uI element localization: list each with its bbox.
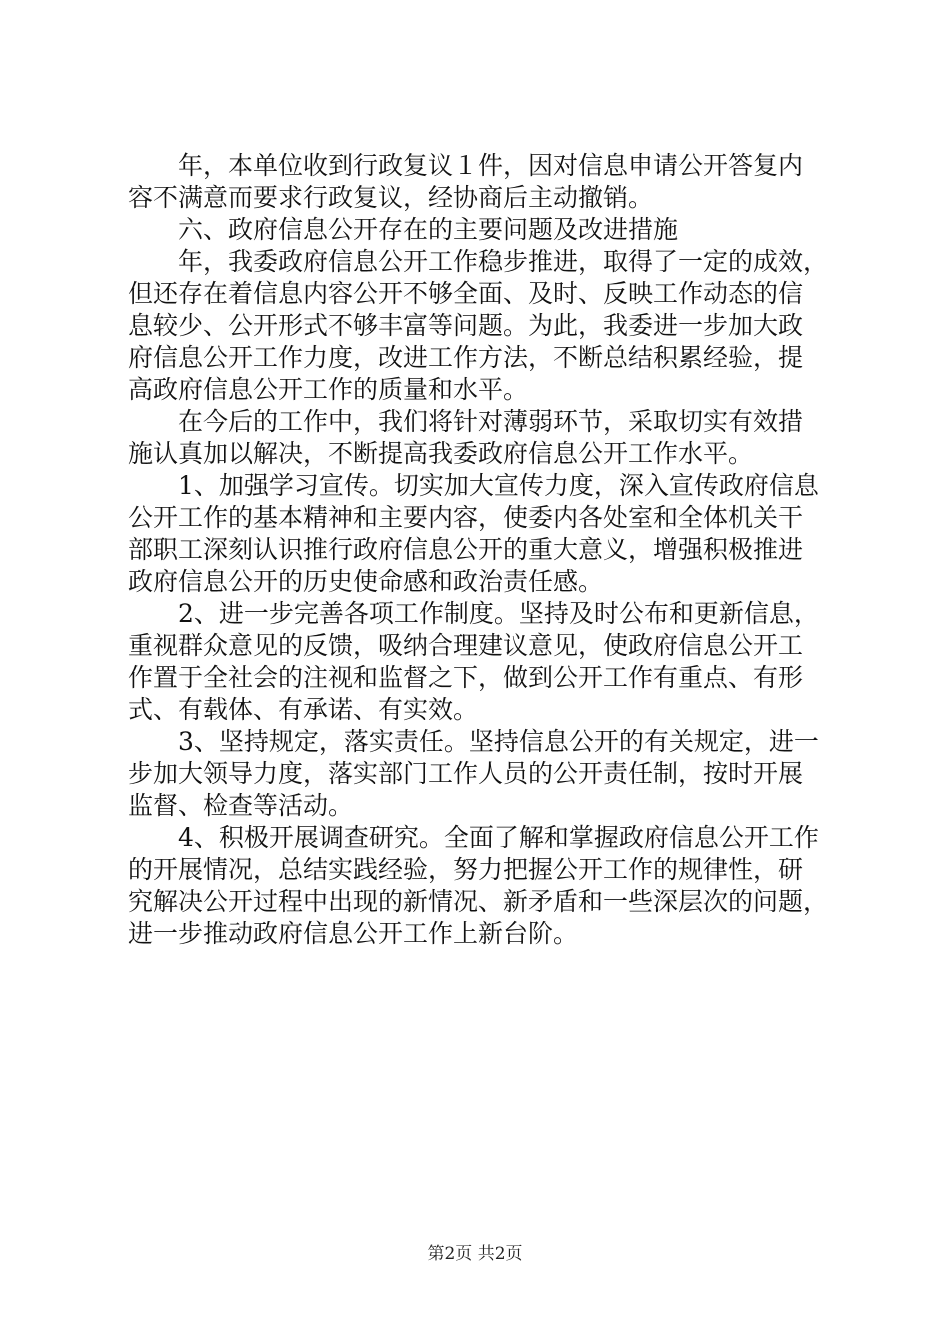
text-line: 式、有载体、有承诺、有实效。 — [128, 695, 479, 724]
list-item-1: 1、加强学习宣传。切实加大宣传力度，深入宣传政府信息 — [128, 471, 819, 500]
text-line: 的开展情况，总结实践经验，努力把握公开工作的规律性，研 — [128, 855, 804, 884]
text-line: 在今后的工作中，我们将针对薄弱环节，采取切实有效措 — [128, 407, 804, 436]
list-item-3: 3、坚持规定，落实责任。坚持信息公开的有关规定，进一 — [128, 727, 819, 756]
list-item-2: 2、进一步完善各项工作制度。坚持及时公布和更新信息， — [128, 599, 819, 628]
text-line: 进一步推动政府信息公开工作上新台阶。 — [128, 919, 579, 948]
text-line: 部职工深刻认识推行政府信息公开的重大意义，增强积极推进 — [128, 535, 804, 564]
text-line: 但还存在着信息内容公开不够全面、及时、反映工作动态的信 — [128, 279, 804, 308]
text-line: 容不满意而要求行政复议，经协商后主动撤销。 — [128, 183, 654, 212]
page-number-footer: 第2页 共2页 — [427, 1244, 523, 1264]
text-line: 监督、检查等活动。 — [128, 791, 354, 820]
text-line: 年，我委政府信息公开工作稳步推进，取得了一定的成效， — [128, 247, 829, 276]
list-item-4: 4、积极开展调查研究。全面了解和掌握政府信息公开工作 — [128, 823, 819, 852]
text-line: 府信息公开工作力度，改进工作方法，不断总结积累经验，提 — [128, 343, 804, 372]
text-line: 高政府信息公开工作的质量和水平。 — [128, 375, 529, 404]
text-line: 年，本单位收到行政复议１件，因对信息申请公开答复内 — [128, 151, 804, 180]
text-line: 政府信息公开的历史使命感和政治责任感。 — [128, 567, 604, 596]
text-line: 作置于全社会的注视和监督之下，做到公开工作有重点、有形 — [128, 663, 804, 692]
text-line: 究解决公开过程中出现的新情况、新矛盾和一些深层次的问题， — [128, 887, 829, 916]
text-line: 息较少、公开形式不够丰富等问题。为此，我委进一步加大政 — [128, 311, 804, 340]
section-heading: 六、政府信息公开存在的主要问题及改进措施 — [128, 215, 679, 244]
text-line: 步加大领导力度，落实部门工作人员的公开责任制，按时开展 — [128, 759, 804, 788]
text-line: 重视群众意见的反馈，吸纳合理建议意见，使政府信息公开工 — [128, 631, 804, 660]
text-line: 公开工作的基本精神和主要内容，使委内各处室和全体机关干 — [128, 503, 804, 532]
text-line: 施认真加以解决，不断提高我委政府信息公开工作水平。 — [128, 439, 754, 468]
